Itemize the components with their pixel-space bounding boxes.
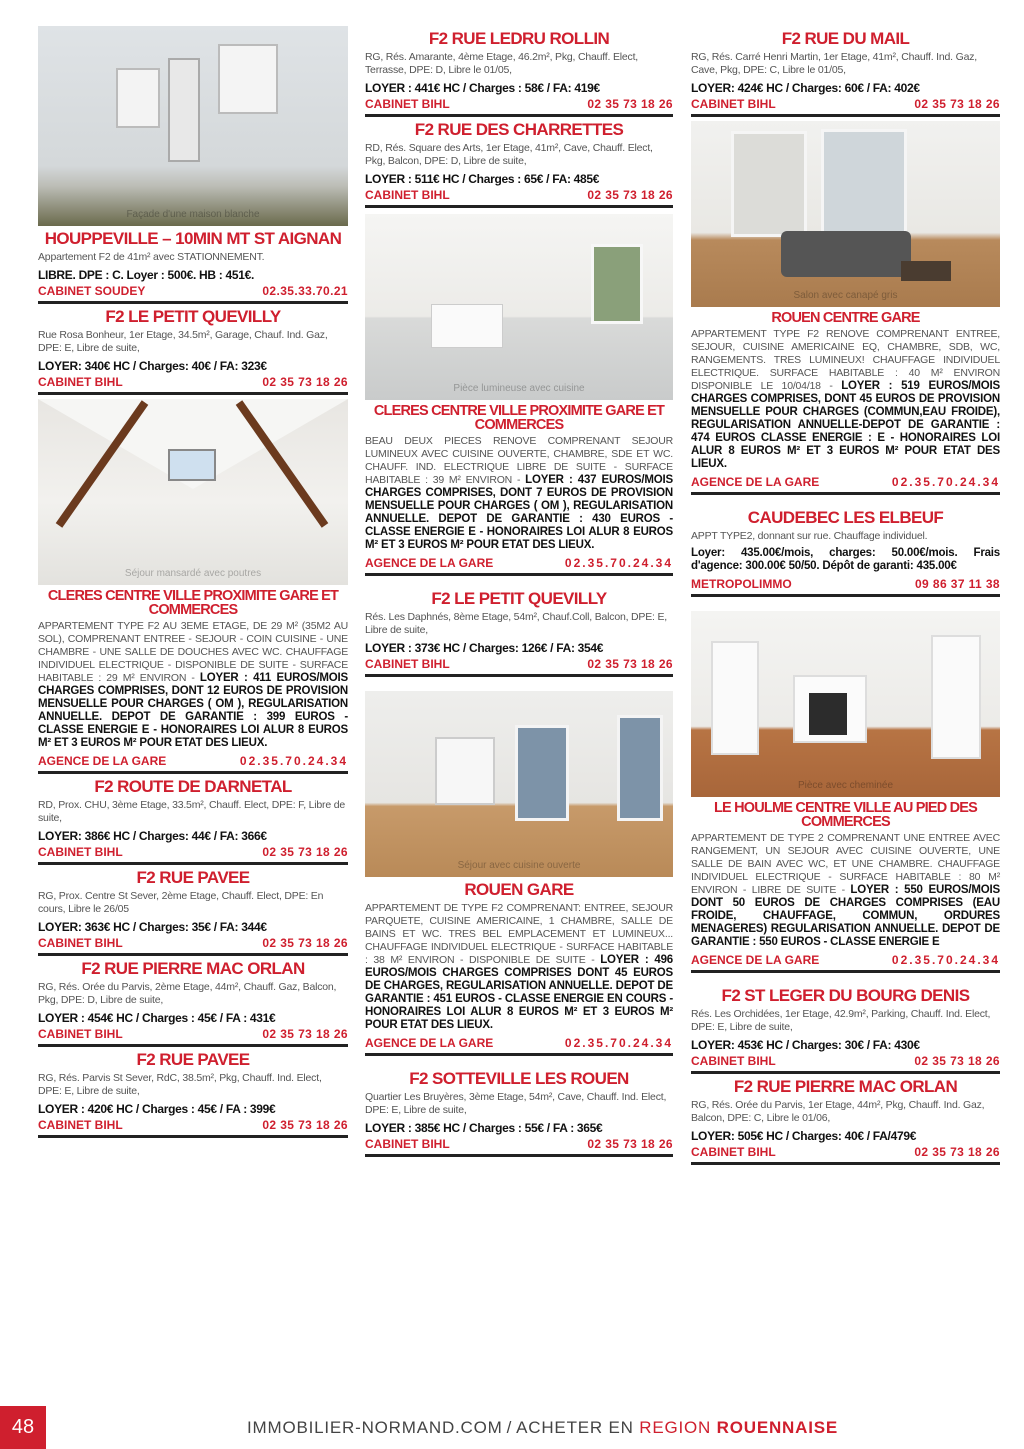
listing-title: F2 ST LEGER DU BOURG DENIS bbox=[721, 986, 970, 1005]
agency-name: CABINET BIHL bbox=[38, 845, 123, 859]
listing-petit-quevilly-2 bbox=[365, 590, 673, 677]
listing-rue-du-mail bbox=[691, 30, 1000, 117]
listing-description: Quartier Les Bruyères, 3ème Etage, 54m², Cave, Chauff. Ind. Elect, DPE: E, Libre de suite, bbox=[365, 1091, 667, 1116]
listing-photo bbox=[691, 121, 1000, 307]
listing-rent-detail: Loyer: 435.00€/mois, charges: 50.00€/mois. Frais d'agence: 300.00€ 50/50. Dépôt de garanti: 435.00€ bbox=[691, 547, 1000, 572]
listing-ledru-rollin bbox=[365, 30, 673, 117]
listing-rent: LOYER: 363€ HC / Charges: 35€ / FA: 344€ bbox=[38, 920, 267, 934]
agency-name: AGENCE DE LA GARE bbox=[365, 556, 494, 570]
listing-rent: LOYER: 340€ HC / Charges: 40€ / FA: 323€ bbox=[38, 359, 267, 373]
agency-phone[interactable]: 02 35 73 18 26 bbox=[914, 97, 1000, 111]
listing-title: ROUEN GARE bbox=[464, 880, 574, 899]
listing-description: RG, Rés. Orée du Parvis, 2ème Etage, 44m², Chauff. Gaz, Balcon, Pkg, DPE: D, Libre de suite, bbox=[38, 981, 337, 1006]
listing-rent-detail: LOYER : 496 EUROS/MOIS CHARGES COMPRISES DONT 45 EUROS DE CHARGES, REGULARISATION ANNUELLE. DEPOT DE GARANTIE : 451 EUROS - CLASSE ENERGIE EN COURS - HONORAIRES LOI ALUR 8 EUROS M² ET 3 EUROS M² POUR ETAT DES LIEUX. bbox=[365, 954, 674, 1031]
agency-name: CABINET BIHL bbox=[691, 1054, 776, 1068]
listing-rouen-gare bbox=[365, 881, 673, 1056]
agency-name: CABINET BIHL bbox=[38, 375, 123, 389]
listing-photo bbox=[691, 611, 1000, 797]
listing-title: F2 ROUTE DE DARNETAL bbox=[94, 777, 292, 796]
column-left bbox=[38, 26, 348, 1142]
agency-phone[interactable]: 09 86 37 11 38 bbox=[914, 577, 1000, 591]
listing-photo bbox=[365, 214, 673, 400]
agency-name: CABINET BIHL bbox=[365, 1137, 450, 1151]
listing-charrettes bbox=[365, 121, 673, 208]
agency-name: CABINET BIHL bbox=[38, 1027, 123, 1041]
column-right bbox=[691, 26, 1000, 1169]
listing-title: CLERES CENTRE VILLE PROXIMITE GARE ET COMMERCES bbox=[373, 403, 665, 433]
listing-description: RG, Rés. Orée du Parvis, 1er Etage, 44m², Pkg, Chauff. Ind. Gaz, Balcon, DPE: C, Libre le 01/06, bbox=[691, 1099, 985, 1124]
listing-description: APPARTEMENT TYPE F2 RENOVE COMPRENANT ENTREE, SEJOUR, CUISINE AMERICAINE EQ, CHAMBRE, SDB, WC, RANGEMENTS. TRES LUMINEUX! CHAUFFAGE INDIVIDUEL ELECTRIQUE. SURFACE HABITABLE : 40 M² ENVIRON DISPONIBLE LE 10/04/18 - LOYER : 519 EUROS/MOIS CHARGES COMPRISES, DONT 45 EUROS DE PROVISION MENSUELLE POUR CHARGES (COMMUN,EAU FROIDE), REGULARISATION ANNUELLE-DEPOT DE GARANTIE : 474 EUROS CLASSE ENERGIE : E - HONORAIRES LOI ALUR 8 EUROS M² ET 3 EUROS M² POUR ETAT DES LIEUX. bbox=[691, 328, 1000, 470]
listing-title: F2 RUE LEDRU ROLLIN bbox=[428, 29, 610, 48]
listing-description: Rés. Les Orchidées, 1er Etage, 42.9m², Parking, Chauff. Ind. Elect, DPE: E, Libre de suite, bbox=[691, 1008, 991, 1033]
column-middle bbox=[365, 26, 673, 1161]
agency-phone[interactable]: 02 35 73 18 26 bbox=[587, 657, 673, 671]
listing-title: CLERES CENTRE VILLE PROXIMITE GARE ET COMMERCES bbox=[47, 588, 339, 618]
agency-phone[interactable]: 02 35 73 18 26 bbox=[262, 936, 348, 950]
listing-cleres-2 bbox=[365, 404, 673, 576]
listing-photo bbox=[365, 691, 673, 877]
listing-title: ROUEN CENTRE GARE bbox=[771, 310, 920, 326]
listing-description: APPARTEMENT DE TYPE F2 COMPRENANT: ENTREE, SEJOUR PARQUETE, CUISINE AMERICAINE, 1 CHAMBRE, SALLE DE BAINS ET WC. TRES BEL EMPLACEMENT ET LUMINEUX... CHAUFFAGE INDIVIDUEL ELECTRIQUE - SURFACE HABITABLE : 38 M² ENVIRON - DISPONIBLE DE SUITE - LOYER : 496 EUROS/MOIS CHARGES COMPRISES DONT 45 EUROS DE CHARGES, REGULARISATION ANNUELLE. DEPOT DE GARANTIE : 451 EUROS - CLASSE ENERGIE EN COURS - HONORAIRES LOI ALUR 8 EUROS M² ET 3 EUROS M² POUR ETAT DES LIEUX. bbox=[365, 902, 674, 1031]
listing-description: RG, Prox. Centre St Sever, 2ème Etage, Chauff. Elect, DPE: En cours, Libre le 26/05 bbox=[38, 890, 324, 915]
agency-name: METROPOLIMMO bbox=[691, 577, 792, 591]
listing-rouen-centre-gare bbox=[691, 311, 1000, 495]
listing-rent: LOYER: 386€ HC / Charges: 44€ / FA: 366€ bbox=[38, 829, 267, 843]
listing-rent: LIBRE. DPE : C. Loyer : 500€. HB : 451€. bbox=[38, 268, 255, 282]
listing-title: F2 LE PETIT QUEVILLY bbox=[105, 307, 281, 326]
listing-description: RG, Rés. Carré Henri Martin, 1er Etage, 41m², Chauff. Ind. Gaz, Cave, Pkg, DPE: C, Libre le 01/05, bbox=[691, 51, 977, 76]
agency-phone[interactable]: 02 35 73 18 26 bbox=[914, 1054, 1000, 1068]
agency-phone[interactable]: 02.35.70.24.34 bbox=[564, 556, 673, 570]
listing-title: HOUPPEVILLE – 10MIN MT ST AIGNAN bbox=[44, 229, 342, 248]
agency-phone[interactable]: 02 35 73 18 26 bbox=[262, 845, 348, 859]
agency-phone[interactable]: 02.35.33.70.21 bbox=[262, 284, 348, 298]
listing-rent: LOYER : 441€ HC / Charges : 58€ / FA: 419€ bbox=[365, 81, 600, 95]
agency-phone[interactable]: 02 35 73 18 26 bbox=[262, 375, 348, 389]
agency-name: CABINET BIHL bbox=[365, 188, 450, 202]
agency-name: AGENCE DE LA GARE bbox=[38, 754, 167, 768]
listing-title: F2 LE PETIT QUEVILLY bbox=[431, 589, 607, 608]
footer-text: IMMOBILIER-NORMAND.COM / ACHETER EN REGION ROUENNAISE bbox=[247, 1418, 839, 1437]
listing-description: Rés. Les Daphnés, 8ème Etage, 54m², Chauf.Coll, Balcon, DPE: E, Libre de suite, bbox=[365, 611, 667, 636]
listing-description: RD, Rés. Square des Arts, 1er Etage, 41m², Cave, Chauff. Elect, Pkg, Balcon, DPE: D, Libre de suite, bbox=[365, 142, 653, 167]
agency-name: AGENCE DE LA GARE bbox=[691, 953, 820, 967]
listing-rent: LOYER: 424€ HC / Charges: 60€ / FA: 402€ bbox=[691, 81, 920, 95]
agency-phone[interactable]: 02 35 73 18 26 bbox=[914, 1145, 1000, 1159]
listing-description: RD, Prox. CHU, 3ème Etage, 33.5m², Chauff. Elect, DPE: F, Libre de suite, bbox=[38, 799, 345, 824]
agency-phone[interactable]: 02.35.70.24.34 bbox=[891, 475, 1000, 489]
listing-rue-pavee-1 bbox=[38, 869, 348, 956]
agency-phone[interactable]: 02.35.70.24.34 bbox=[239, 754, 348, 768]
listing-houppeville bbox=[38, 230, 348, 304]
listing-title: F2 RUE DES CHARRETTES bbox=[414, 120, 624, 139]
agency-phone[interactable]: 02.35.70.24.34 bbox=[891, 953, 1000, 967]
agency-name: CABINET BIHL bbox=[365, 97, 450, 111]
listing-mac-orlan-2 bbox=[691, 1078, 1000, 1165]
agency-name: AGENCE DE LA GARE bbox=[365, 1036, 494, 1050]
agency-name: CABINET SOUDEY bbox=[38, 284, 146, 298]
listing-rent-detail: LOYER : 519 EUROS/MOIS CHARGES COMPRISES, DONT 45 EUROS DE PROVISION MENSUELLE POUR CHARGES (COMMUN,EAU FROIDE), REGULARISATION ANNUELLE-DEPOT DE GARANTIE : 474 EUROS CLASSE ENERGIE : E - HONORAIRES LOI ALUR 8 EUROS M² ET 3 EUROS M² POUR ETAT DES LIEUX. bbox=[691, 380, 1000, 470]
listing-title: CAUDEBEC LES ELBEUF bbox=[747, 508, 944, 527]
listing-description: RG, Rés. Parvis St Sever, RdC, 38.5m², Pkg, Chauff. Ind. Elect, DPE: E, Libre de suite, bbox=[38, 1072, 322, 1097]
listing-title: LE HOULME CENTRE VILLE AU PIED DES COMMERCES bbox=[713, 800, 978, 830]
listing-photo bbox=[38, 399, 348, 585]
listing-caudebec bbox=[691, 509, 1000, 597]
listing-rue-pavee-2 bbox=[38, 1051, 348, 1138]
listing-title: F2 RUE PAVEE bbox=[136, 1050, 250, 1069]
site-name[interactable]: IMMOBILIER-NORMAND.COM bbox=[247, 1418, 503, 1437]
agency-phone[interactable]: 02 35 73 18 26 bbox=[587, 188, 673, 202]
agency-phone[interactable]: 02.35.70.24.34 bbox=[564, 1036, 673, 1050]
agency-name: CABINET BIHL bbox=[38, 1118, 123, 1132]
listing-rent: LOYER: 453€ HC / Charges: 30€ / FA: 430€ bbox=[691, 1038, 920, 1052]
listing-description: Appartement F2 de 41m² avec STATIONNEMENT. bbox=[38, 251, 265, 263]
agency-phone[interactable]: 02 35 73 18 26 bbox=[587, 1137, 673, 1151]
agency-name: CABINET BIHL bbox=[38, 936, 123, 950]
listing-description: Rue Rosa Bonheur, 1er Etage, 34.5m², Garage, Chauf. Ind. Gaz, DPE: E, Libre de suite, bbox=[38, 329, 328, 354]
listing-route-darnetal bbox=[38, 778, 348, 865]
agency-phone[interactable]: 02 35 73 18 26 bbox=[262, 1118, 348, 1132]
listing-rent-detail: LOYER : 437 EUROS/MOIS CHARGES COMPRISES, DONT 7 EUROS DE PROVISION MENSUELLE POUR CHARGES ( OM ), REGULARISATION ANNUELLE. DEPOT DE GARANTIE : 430 EUROS - CLASSE ENERGIE E - HONORAIRES LOI ALUR 8 EUROS M² ET 3 EUROS M² POUR ETAT DES LIEUX. bbox=[365, 474, 673, 551]
listing-title: F2 RUE DU MAIL bbox=[781, 29, 910, 48]
listing-rent: LOYER: 505€ HC / Charges: 40€ / FA/479€ bbox=[691, 1129, 917, 1143]
listing-description: APPT TYPE2, donnant sur rue. Chauffage individuel. bbox=[691, 530, 928, 542]
page-number: 48 bbox=[0, 1406, 46, 1449]
listing-sotteville bbox=[365, 1070, 673, 1157]
listing-description: APPARTEMENT TYPE F2 AU 3EME ETAGE, DE 29 M² (35M2 AU SOL), COMPRENANT ENTREE - SEJOUR - COIN CUISINE - UNE CHAMBRE - UNE SALLE DE DOUCHES AVEC WC. CHAUFFAGE INDIVIDUEL ELECTRIQUE - DISPONIBLE DE SUITE - SURFACE HABITABLE : 29 M² ENVIRON - LOYER : 411 EUROS/MOIS CHARGES COMPRISES, DONT 12 EUROS DE PROVISION MENSUELLE POUR CHARGES ( OM ), REGULARISATION ANNUELLE. DEPOT DE GARANTIE : 399 EUROS - CLASSE ENERGIE E - HONORAIRES LOI ALUR 8 EUROS M² ET 3 EUROS M² POUR ETAT DES LIEUX. bbox=[38, 620, 349, 749]
listing-rent-detail: LOYER : 550 EUROS/MOIS DONT 50 EUROS DE CHARGES COMPRISES (EAU FROIDE, CHAUFFAGE, COMMUN, ORDURES MENAGERES) REGULARISATION ANNUELLE. DEPOT DE GARANTIE : 550 EUROS - CLASSE ENERGIE E bbox=[691, 884, 1000, 948]
listing-title: F2 RUE PIERRE MAC ORLAN bbox=[81, 959, 305, 978]
page-footer bbox=[0, 1406, 1024, 1449]
listing-title: F2 SOTTEVILLE LES ROUEN bbox=[409, 1069, 629, 1088]
agency-name: CABINET BIHL bbox=[691, 97, 776, 111]
listing-petit-quevilly-1 bbox=[38, 308, 348, 395]
agency-name: CABINET BIHL bbox=[691, 1145, 776, 1159]
listing-cleres-1 bbox=[38, 589, 348, 774]
agency-phone[interactable]: 02 35 73 18 26 bbox=[587, 97, 673, 111]
listing-description: APPARTEMENT DE TYPE 2 COMPRENANT UNE ENTREE AVEC RANGEMENT, UN SEJOUR AVEC CUISINE OUVERTE, UNE SALLE DE BAIN AVEC WC, ET UNE CHAMBRE. CHAUFFAGE INDIVIDUEL ELECTRIQUE - SURFACE HABITABLE : 80 M² ENVIRON - LIBRE DE SUITE - LOYER : 550 EUROS/MOIS DONT 50 EUROS DE CHARGES COMPRISES (EAU FROIDE, CHAUFFAGE, COMMUN, ORDURES MENAGERES) REGULARISATION ANNUELLE. DEPOT DE GARANTIE : 550 EUROS - CLASSE ENERGIE E bbox=[691, 832, 1000, 948]
listing-title: F2 RUE PAVEE bbox=[136, 868, 250, 887]
listing-le-houlme bbox=[691, 801, 1000, 973]
agency-name: CABINET BIHL bbox=[365, 657, 450, 671]
listing-rent: LOYER : 454€ HC / Charges : 45€ / FA : 431€ bbox=[38, 1011, 276, 1025]
listing-title: F2 RUE PIERRE MAC ORLAN bbox=[733, 1077, 958, 1096]
listing-rent: LOYER : 420€ HC / Charges : 45€ / FA : 399€ bbox=[38, 1102, 276, 1116]
listing-rent: LOYER : 511€ HC / Charges : 65€ / FA: 485€ bbox=[365, 172, 600, 186]
agency-name: AGENCE DE LA GARE bbox=[691, 475, 820, 489]
listing-rent-detail: LOYER : 411 EUROS/MOIS CHARGES COMPRISES, DONT 12 EUROS DE PROVISION MENSUELLE POUR CHARGES ( OM ), REGULARISATION ANNUELLE. DEPOT DE GARANTIE : 399 EUROS - CLASSE ENERGIE E - HONORAIRES LOI ALUR 8 EUROS M² ET 3 EUROS M² POUR ETAT DES LIEUX. bbox=[38, 672, 349, 749]
listing-rent: LOYER : 385€ HC / Charges : 55€ / FA : 365€ bbox=[365, 1121, 603, 1135]
listing-mac-orlan-1 bbox=[38, 960, 348, 1047]
agency-phone[interactable]: 02 35 73 18 26 bbox=[262, 1027, 348, 1041]
listing-rent: LOYER : 373€ HC / Charges: 126€ / FA: 354€ bbox=[365, 641, 604, 655]
listing-description: RG, Rés. Amarante, 4ème Etage, 46.2m², Pkg, Chauff. Elect, Terrasse, DPE: D, Libre le 01/05, bbox=[365, 51, 639, 76]
listing-st-leger bbox=[691, 987, 1000, 1074]
listing-description: BEAU DEUX PIECES RENOVE COMPRENANT SEJOUR LUMINEUX AVEC CUISINE OUVERTE, CHAMBRE, SDE ET WC. CHAUFF. IND. ELECTRIQUE LIBRE DE SUITE - SURFACE HABITABLE : 39 M² ENVIRON - LOYER : 437 EUROS/MOIS CHARGES COMPRISES, DONT 7 EUROS DE PROVISION MENSUELLE POUR CHARGES ( OM ), REGULARISATION ANNUELLE. DEPOT DE GARANTIE : 430 EUROS - CLASSE ENERGIE E - HONORAIRES LOI ALUR 8 EUROS M² ET 3 EUROS M² POUR ETAT DES LIEUX. bbox=[365, 435, 673, 551]
listing-photo bbox=[38, 26, 348, 226]
